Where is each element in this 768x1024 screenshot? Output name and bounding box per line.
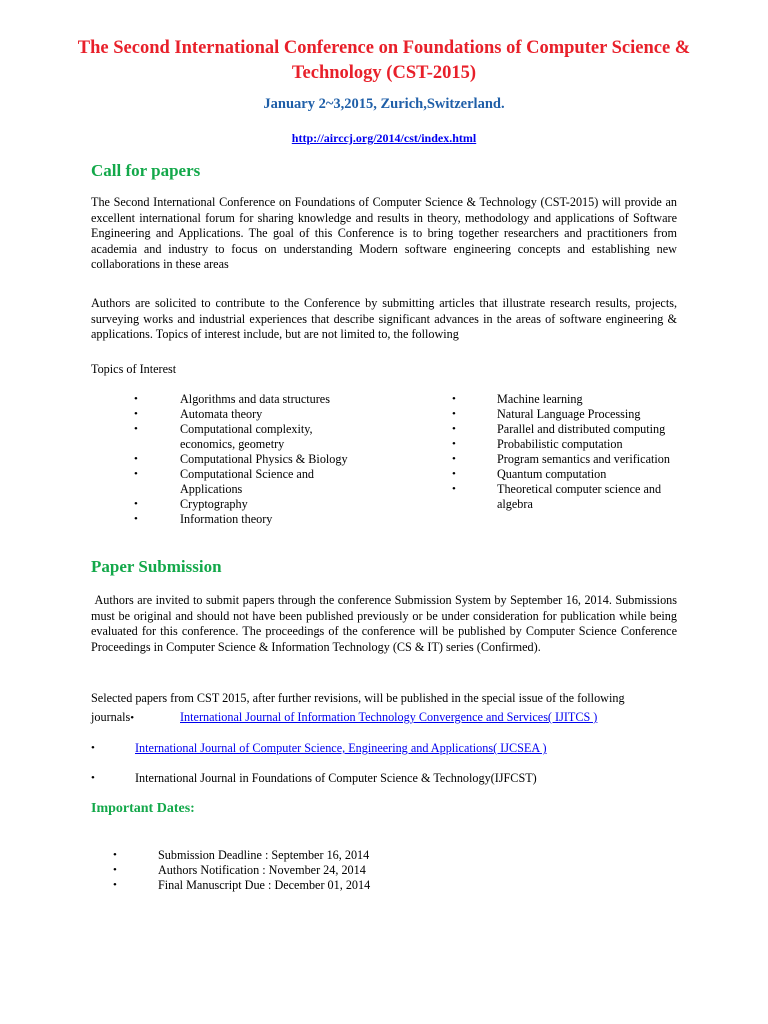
list-item: Quantum computation [497, 467, 607, 481]
bullet: • [452, 468, 456, 480]
bullet: • [113, 879, 117, 891]
journal-link-ijcsea[interactable]: International Journal of Computer Science, Engineering and Applications( IJCSEA ) [135, 741, 547, 755]
bullet: • [113, 864, 117, 876]
bullet: • [134, 408, 138, 420]
submission-paragraph-2-line-2 [91, 710, 134, 726]
bullet: • [134, 498, 138, 510]
list-item: Computational Physics & Biology [180, 452, 348, 466]
bullet: • [452, 453, 456, 465]
list-item: Natural Language Processing [497, 407, 641, 421]
list-item: Computational complexity, [180, 422, 313, 436]
topics-label: Topics of Interest [91, 362, 177, 376]
list-item: Cryptography [180, 497, 248, 511]
list-item: Final Manuscript Due : December 01, 2014 [158, 878, 371, 892]
conference-url-container [0, 131, 768, 146]
list-item: Theoretical computer science and [497, 482, 662, 496]
journal-link-ijitcs[interactable]: International Journal of Information Technology Convergence and Services( IJITCS ) [180, 710, 598, 724]
list-item: Automata theory [180, 407, 263, 421]
bullet: • [452, 408, 456, 420]
list-item: Program semantics and verification [497, 452, 670, 466]
journal-ijfcst: International Journal in Foundations of Computer Science & Technology(IJFCST) [135, 771, 537, 785]
bullet: • [134, 453, 138, 465]
bullet: • [130, 712, 135, 724]
bullet: • [134, 513, 138, 525]
bullet: • [113, 849, 117, 861]
call-for-papers-heading: Call for papers [91, 161, 201, 180]
conference-url-link[interactable]: http://airccj.org/2014/cst/index.html [291, 131, 477, 145]
submission-paragraph-2-line-1: Selected papers from CST 2015, after further revisions, will be published in the special issue of the following [91, 691, 625, 705]
list-item: economics, geometry [180, 437, 285, 451]
bullet: • [91, 742, 95, 754]
submission-paragraph-1: Authors are invited to submit papers through the conference Submission System by September 16, 2014. Submissions must be original and should not have been published previously or be under consideration for publication while being evaluated for this conference. The proceedings of the conference will be published by Computer Science Conference Proceedings in Computer Science & Information Technology (CS & IT) series (Confirmed). [91, 593, 681, 654]
bullet: • [134, 393, 138, 405]
bullet: • [91, 772, 95, 784]
date-location: January 2~3,2015, Zurich,Switzerland. [263, 96, 505, 112]
title-line-1: The Second International Conference on Foundations of Computer Science & [77, 38, 691, 58]
bullet: • [452, 393, 456, 405]
bullet: • [452, 483, 456, 495]
bullet: • [452, 423, 456, 435]
journals-label: journals [91, 710, 131, 724]
list-item: Applications [180, 482, 243, 496]
list-item: Information theory [180, 512, 273, 526]
list-item: Submission Deadline : September 16, 2014 [158, 848, 370, 862]
list-item: Authors Notification : November 24, 2014 [158, 863, 366, 877]
list-item: Computational Science and [180, 467, 315, 481]
list-item: Algorithms and data structures [180, 392, 330, 406]
important-dates-heading: Important Dates: [91, 801, 195, 816]
conference-title [60, 36, 708, 86]
list-item: algebra [497, 497, 533, 511]
title-line-2: Technology (CST-2015) [291, 63, 477, 83]
list-item: Machine learning [497, 392, 583, 406]
call-paragraph-1: The Second International Conference on Foundations of Computer Science & Technology (CST-2015) will provide an excellent international forum for sharing knowledge and results in theory, methodology and applications of Software Engineering and Applications. The goal of this Conference is to bring together researchers and practitioners from academia and industry to focus on understanding Modern software engineering concepts and establishing new collaborations in these areas [91, 195, 677, 272]
bullet: • [134, 423, 138, 435]
call-paragraph-2: Authors are solicited to contribute to the Conference by submitting articles that illustrate research results, projects, surveying works and industrial experiences that describe significant advances in the areas of software engineering & applications. Topics of interest include, but are not limited to, the following [91, 296, 677, 342]
bullet: • [134, 468, 138, 480]
bullet: • [452, 438, 456, 450]
paper-submission-heading: Paper Submission [91, 557, 222, 576]
list-item: Parallel and distributed computing [497, 422, 666, 436]
list-item: Probabilistic computation [497, 437, 623, 451]
